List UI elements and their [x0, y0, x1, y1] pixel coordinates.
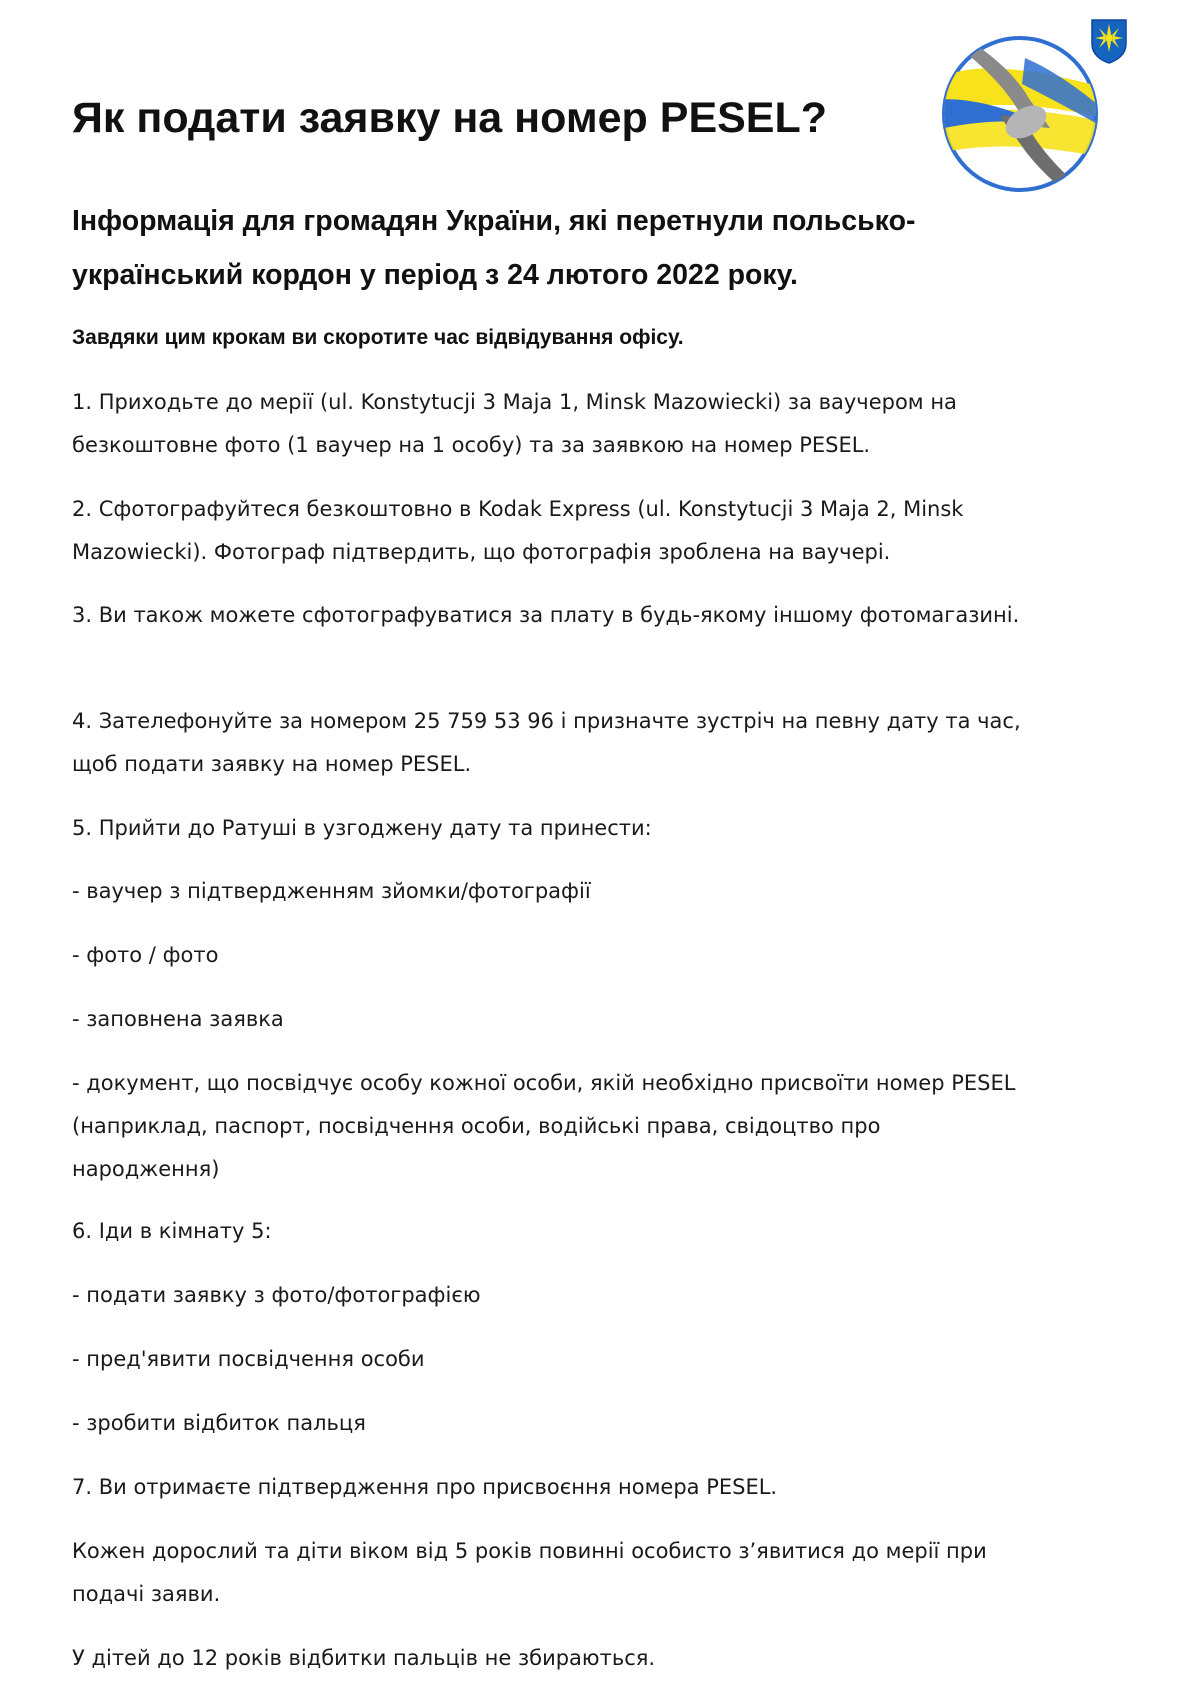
- list-item: - документ, що посвідчує особу кожної особи, якій необхідно присвоїти номер PESEL (наприклад, паспорт, посвідчення особи, водійські права, свідоцтво про народження): [72, 1071, 1016, 1181]
- lead-text: Завдяки цим крокам ви скоротите час відвідування офісу.: [72, 326, 684, 349]
- list-item: - пред'явити посвідчення особи: [72, 1347, 425, 1371]
- note-attendance: Кожен дорослий та діти віком від 5 років повинні особисто з’явитися до мерії при подачі заяви.: [72, 1539, 987, 1606]
- step-7: 7. Ви отримаєте підтвердження про присвоєння номера PESEL.: [72, 1475, 778, 1499]
- step-5: 5. Прийти до Ратуші в узгоджену дату та принести:: [72, 816, 652, 840]
- list-item: - ваучер з підтвердженням зйомки/фотографії: [72, 879, 591, 903]
- list-item: - зробити відбиток пальця: [72, 1411, 366, 1435]
- solidarity-logo: [930, 18, 1130, 196]
- step-3: 3. Ви також можете сфотографуватися за плату в будь-якому іншому фотомагазині.: [72, 603, 1020, 627]
- city-coat-of-arms-icon: [1090, 18, 1128, 64]
- page-title: Як подати заявку на номер PESEL?: [72, 94, 828, 142]
- note-fingerprints: У дітей до 12 років відбитки пальців не збираються.: [72, 1646, 656, 1670]
- step-4: 4. Зателефонуйте за номером 25 759 53 96 і призначте зустріч на певну дату та час, щоб подати заявку на номер PESEL.: [72, 709, 1021, 776]
- step-2: 2. Сфотографуйтеся безкоштовно в Kodak Express (ul. Konstytucji 3 Maja 2, Minsk Mazowiecki). Фотограф підтвердить, що фотографія зроблена на ваучері.: [72, 497, 964, 564]
- page-subtitle: Інформація для громадян України, які перетнули польсько-український кордон у період з 24 лютого 2022 року.: [72, 205, 916, 291]
- step-6: 6. Іди в кімнату 5:: [72, 1219, 272, 1243]
- step-1: 1. Приходьте до мерії (ul. Konstytucji 3 Maja 1, Minsk Mazowiecki) за ваучером на безкоштовне фото (1 ваучер на 1 особу) та за заявкою на номер PESEL.: [72, 390, 957, 457]
- list-item: - фото / фото: [72, 943, 219, 967]
- list-item: - заповнена заявка: [72, 1007, 284, 1031]
- list-item: - подати заявку з фото/фотографією: [72, 1283, 481, 1307]
